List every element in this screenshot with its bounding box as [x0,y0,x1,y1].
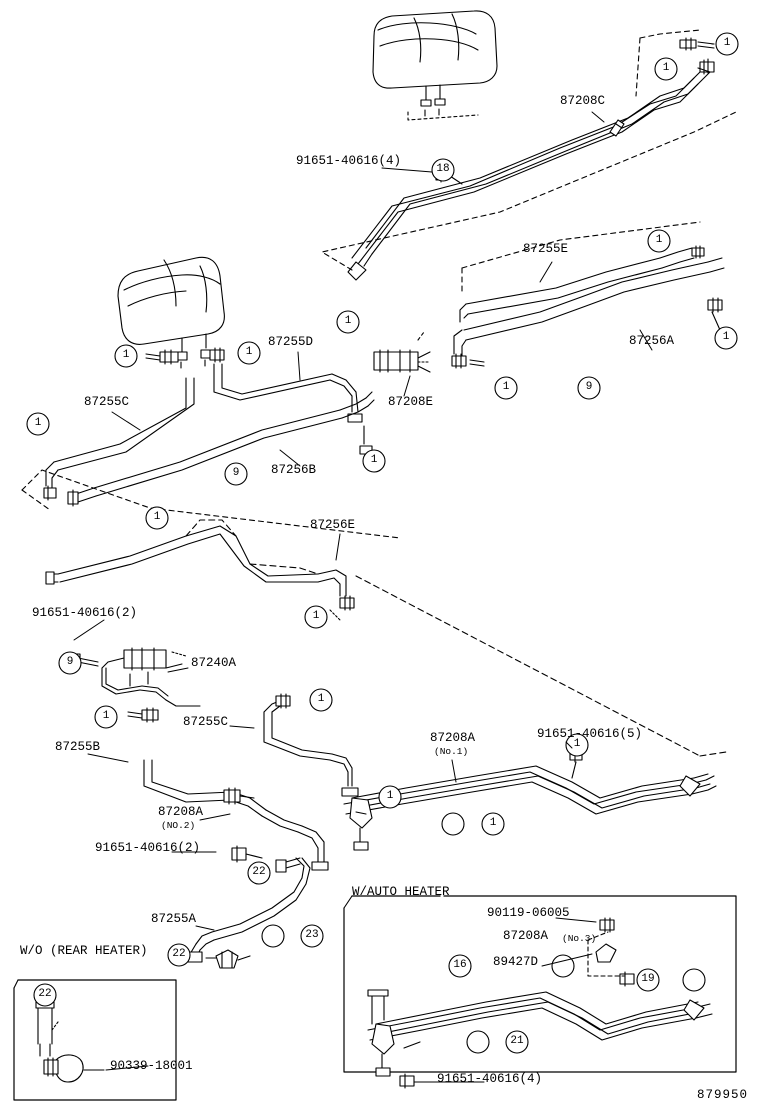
part-label-87208e: 87208E [388,395,434,409]
pipe-87256a [452,258,724,368]
callout-22: 22 [172,948,186,960]
clamp-91651-2-b [232,846,262,862]
part-label-87255e: 87255E [523,242,569,256]
part-label-87208a-no1: 87208A [430,731,476,745]
clamp-87256a-right [708,298,722,330]
callout-19: 19 [641,973,655,985]
part-label-87255b: 87255B [55,740,101,754]
callout-1: 1 [245,346,253,358]
part-label-87255c-top: 87255C [84,395,130,409]
callout-23: 23 [305,929,319,941]
valve-87240a [70,648,200,706]
part-label-90339-18001: 90339-18001 [110,1059,193,1073]
callout-9: 9 [66,656,74,668]
pipe-87256b [68,392,374,506]
part-label-87208a-no2-sub: (NO.2) [161,820,196,831]
clamp-87240a-lower [128,708,158,722]
callout-1: 1 [573,738,581,750]
part-label-87255c-mid: 87255C [183,715,229,729]
clamp-87255c-upper [146,350,178,364]
part-label-87208c: 87208C [560,94,606,108]
hose-87255c-mid [264,694,358,796]
callout-1: 1 [655,234,663,246]
connector-87208e [374,332,430,372]
part-label-89427d: 89427D [493,955,539,969]
callout-1: 1 [34,417,42,429]
callout-1: 1 [662,62,670,74]
part-label-87208a-no3: 87208A [503,929,549,943]
part-label-91651-40616-2-a: 91651-40616(2) [32,606,138,620]
clip-23 [206,950,250,968]
part-label-87256a: 87256A [629,334,675,348]
callout-1: 1 [386,790,394,802]
part-label-87256e: 87256E [310,518,356,532]
part-label-87256b: 87256B [271,463,317,477]
callout-21: 21 [510,1035,524,1047]
part-label-91651-40616-2-b: 91651-40616(2) [95,841,201,855]
drawing-number: 879950 [696,1088,748,1102]
clamp-mid-top [610,120,624,136]
part-label-87255a: 87255A [151,912,197,926]
callout-22: 22 [38,988,52,1000]
callout-1: 1 [312,610,320,622]
part-label-90119-06005: 90119-06005 [487,906,570,920]
clamp-87208a-no2 [224,788,254,804]
callout-9: 9 [232,467,240,479]
part-label-91651-40616-4-top: 91651-40616(4) [296,154,402,168]
callout-18: 18 [436,163,450,175]
clamp-87255d [210,348,224,362]
callout-1: 1 [489,817,497,829]
hose-87255d [214,364,362,422]
callout-1: 1 [370,454,378,466]
callout-22: 22 [252,866,266,878]
callout-16: 16 [453,959,467,971]
part-label-87208a-no1-sub: (No.1) [434,746,469,757]
hose-87255e [460,246,704,322]
part-label-87240a: 87240A [191,656,237,670]
part-label-87208a-no2: 87208A [158,805,204,819]
callout-1: 1 [502,381,510,393]
part-label-91651-40616-4-bottom: 91651-40616(4) [437,1072,543,1086]
callout-1: 1 [722,331,730,343]
part-label-87255d: 87255D [268,335,314,349]
w-auto-heater-box [344,896,736,1088]
part-label-87208a-no3-sub: (No.3) [562,933,597,944]
callout-9: 9 [585,381,593,393]
callout-1: 1 [317,693,325,705]
callout-1: 1 [723,37,731,49]
callout-1: 1 [153,511,161,523]
section-title-wo-rear-heater: W/O (REAR HEATER) [20,944,148,958]
callout-bubbles [27,33,738,1053]
section-title-w-auto-heater: W/AUTO HEATER [352,885,450,899]
part-label-91651-40616-5: 91651-40616(5) [537,727,643,741]
callout-1: 1 [102,710,110,722]
callout-1: 1 [344,315,352,327]
callout-1: 1 [122,349,130,361]
reservoir-tank-top [373,11,497,120]
